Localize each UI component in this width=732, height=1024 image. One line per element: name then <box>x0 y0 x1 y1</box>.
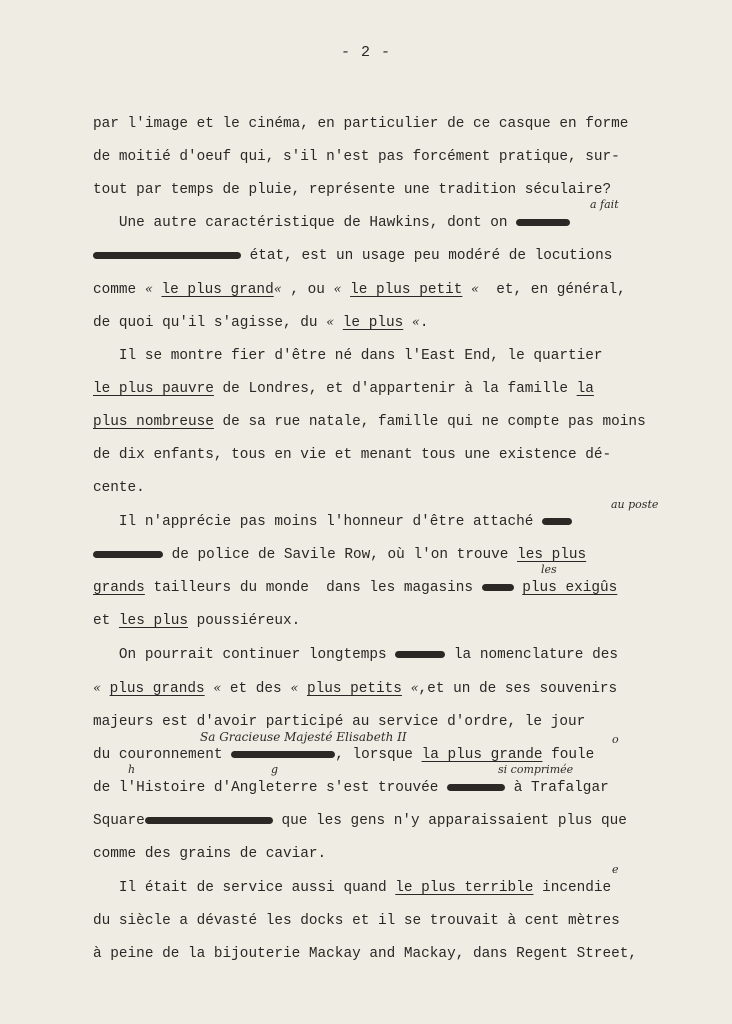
text-line <box>93 845 326 863</box>
line-text: la nomenclature des <box>453 647 618 663</box>
text-line <box>93 746 594 764</box>
text-line <box>93 479 145 497</box>
underlined-phrase: plus petits <box>306 681 402 697</box>
handwritten-insertion: au poste <box>611 498 659 511</box>
line-text: de moitié d'oeuf qui, s'il n'est pas forcément pratique, sur- <box>93 149 620 165</box>
text-line <box>93 646 618 664</box>
text-line <box>93 115 628 133</box>
struck-out-word <box>542 518 572 525</box>
struck-out-phrase <box>145 817 273 824</box>
text-line <box>93 612 300 630</box>
line-text: On pourrait continuer longtemps <box>93 647 387 663</box>
text-line <box>93 181 611 199</box>
text-line <box>93 214 570 232</box>
text-line <box>93 413 646 431</box>
underlined-phrase: le plus grand <box>161 282 274 298</box>
struck-out-word <box>516 219 570 226</box>
line-text: et, en général, <box>496 282 626 298</box>
text-line <box>93 546 586 564</box>
text-line <box>93 380 594 398</box>
line-text: Il n'apprécie pas moins l'honneur d'être attaché <box>93 514 534 530</box>
underlined-phrase: le plus terrible <box>395 880 534 896</box>
line-text: à Trafalgar <box>513 780 609 796</box>
line-text: incendie <box>542 880 612 896</box>
handwritten-correction: h <box>128 763 136 776</box>
text-line <box>93 513 572 531</box>
underlined-phrase: les plus <box>118 613 189 629</box>
struck-out-phrase <box>93 252 241 259</box>
line-text: Une autre caractéristique de Hawkins, dont on <box>93 215 508 231</box>
quote-mark: « <box>333 282 342 297</box>
line-text: poussiéreux. <box>196 613 301 629</box>
text-line <box>93 579 617 597</box>
text-line <box>93 446 611 464</box>
line-text: majeurs est d'avoir participé au service d'ordre, le jour <box>93 714 586 730</box>
underlined-phrase: grands <box>93 580 145 596</box>
line-text: état, est un usage peu modéré de locutions <box>249 248 613 264</box>
line-text: Il était de service aussi quand <box>93 880 387 896</box>
quote-mark: « <box>273 282 282 297</box>
text-line <box>93 879 611 897</box>
line-text: de sa rue natale, famille qui ne compte pas moins <box>222 414 646 430</box>
struck-out-word <box>93 551 163 558</box>
line-text: de Londres, et d'appartenir à la famille <box>222 381 568 397</box>
quote-mark: « <box>410 681 419 696</box>
handwritten-insertion: si comprimée <box>498 763 574 776</box>
line-text: du couronnement <box>93 747 223 763</box>
line-text: et <box>93 613 111 629</box>
text-line <box>93 148 620 166</box>
underlined-phrase: plus exigûs <box>522 580 618 596</box>
text-line <box>93 347 603 365</box>
line-text: foule <box>551 747 595 763</box>
quote-mark: « <box>213 681 222 696</box>
handwritten-correction: g <box>271 763 279 776</box>
handwritten-insertion: Sa Gracieuse Majesté Elisabeth II <box>200 730 407 744</box>
line-text: cente. <box>93 480 145 496</box>
quote-mark: « <box>471 282 479 297</box>
line-text: que les gens n'y apparaissaient plus que <box>281 813 627 829</box>
underlined-phrase: plus grands <box>109 681 205 697</box>
text-line <box>93 812 627 830</box>
text-line <box>93 779 609 797</box>
line-text: de dix enfants, tous en vie et menant tous une existence dé- <box>93 447 612 463</box>
handwritten-correction: e <box>612 863 619 876</box>
underlined-phrase: plus nombreuse <box>93 414 214 430</box>
line-text: tout par temps de pluie, représente une tradition séculaire? <box>93 182 612 198</box>
underlined-phrase: la <box>576 381 594 397</box>
line-text: de l'Histoire d'Angleterre s'est trouvée <box>93 780 439 796</box>
line-text: , ou <box>290 282 325 298</box>
struck-out-word <box>395 651 445 658</box>
struck-out-word <box>231 751 335 758</box>
underlined-phrase: le plus <box>342 315 404 331</box>
quote-mark: « <box>144 282 153 297</box>
underlined-phrase: le plus petit <box>350 282 463 298</box>
line-text: de police de Savile Row, où l'on trouve <box>171 547 509 563</box>
quote-mark: « <box>290 681 299 696</box>
handwritten-insertion: a fait <box>590 198 619 211</box>
page-number: - 2 - <box>340 44 391 61</box>
handwritten-insertion: les <box>541 563 557 576</box>
struck-out-word <box>482 584 514 591</box>
line-text: du siècle a dévasté les docks et il se trouvait à cent mètres <box>93 913 620 929</box>
line-text: tailleurs du monde dans les magasins <box>153 580 473 596</box>
text-line <box>93 281 626 299</box>
line-text: et des <box>229 681 282 697</box>
quote-mark: « <box>411 315 420 330</box>
handwritten-correction: o <box>612 733 619 746</box>
text-line <box>93 945 637 963</box>
underlined-phrase: la plus grande <box>421 747 543 763</box>
text-line <box>93 247 612 265</box>
text-line: de quoi qu'il s'agisse, du « le plus «. <box>93 315 429 331</box>
line-text: Il se montre fier d'être né dans l'East End, le quartier <box>93 348 603 364</box>
text-line <box>93 680 617 698</box>
line-text: comme des grains de caviar. <box>93 846 327 862</box>
line-text: de quoi qu'il s'agisse, du <box>93 315 318 331</box>
text-line <box>93 912 620 930</box>
quote-mark: « <box>326 315 335 330</box>
line-text: Square <box>93 813 145 829</box>
line-text: par l'image et le cinéma, en particulier de ce casque en forme <box>93 116 629 132</box>
quote-mark: « <box>93 681 101 696</box>
underlined-phrase: le plus pauvre <box>93 381 214 397</box>
struck-out-word <box>447 784 505 791</box>
underlined-phrase: les plus <box>517 547 587 563</box>
line-text: , lorsque <box>335 747 413 763</box>
line-text: à peine de la bijouterie Mackay and Mackay, dans Regent Street, <box>93 946 638 962</box>
line-text: comme <box>93 282 137 298</box>
text-line <box>93 713 585 731</box>
line-text: ,et un de ses souvenirs <box>418 681 618 697</box>
